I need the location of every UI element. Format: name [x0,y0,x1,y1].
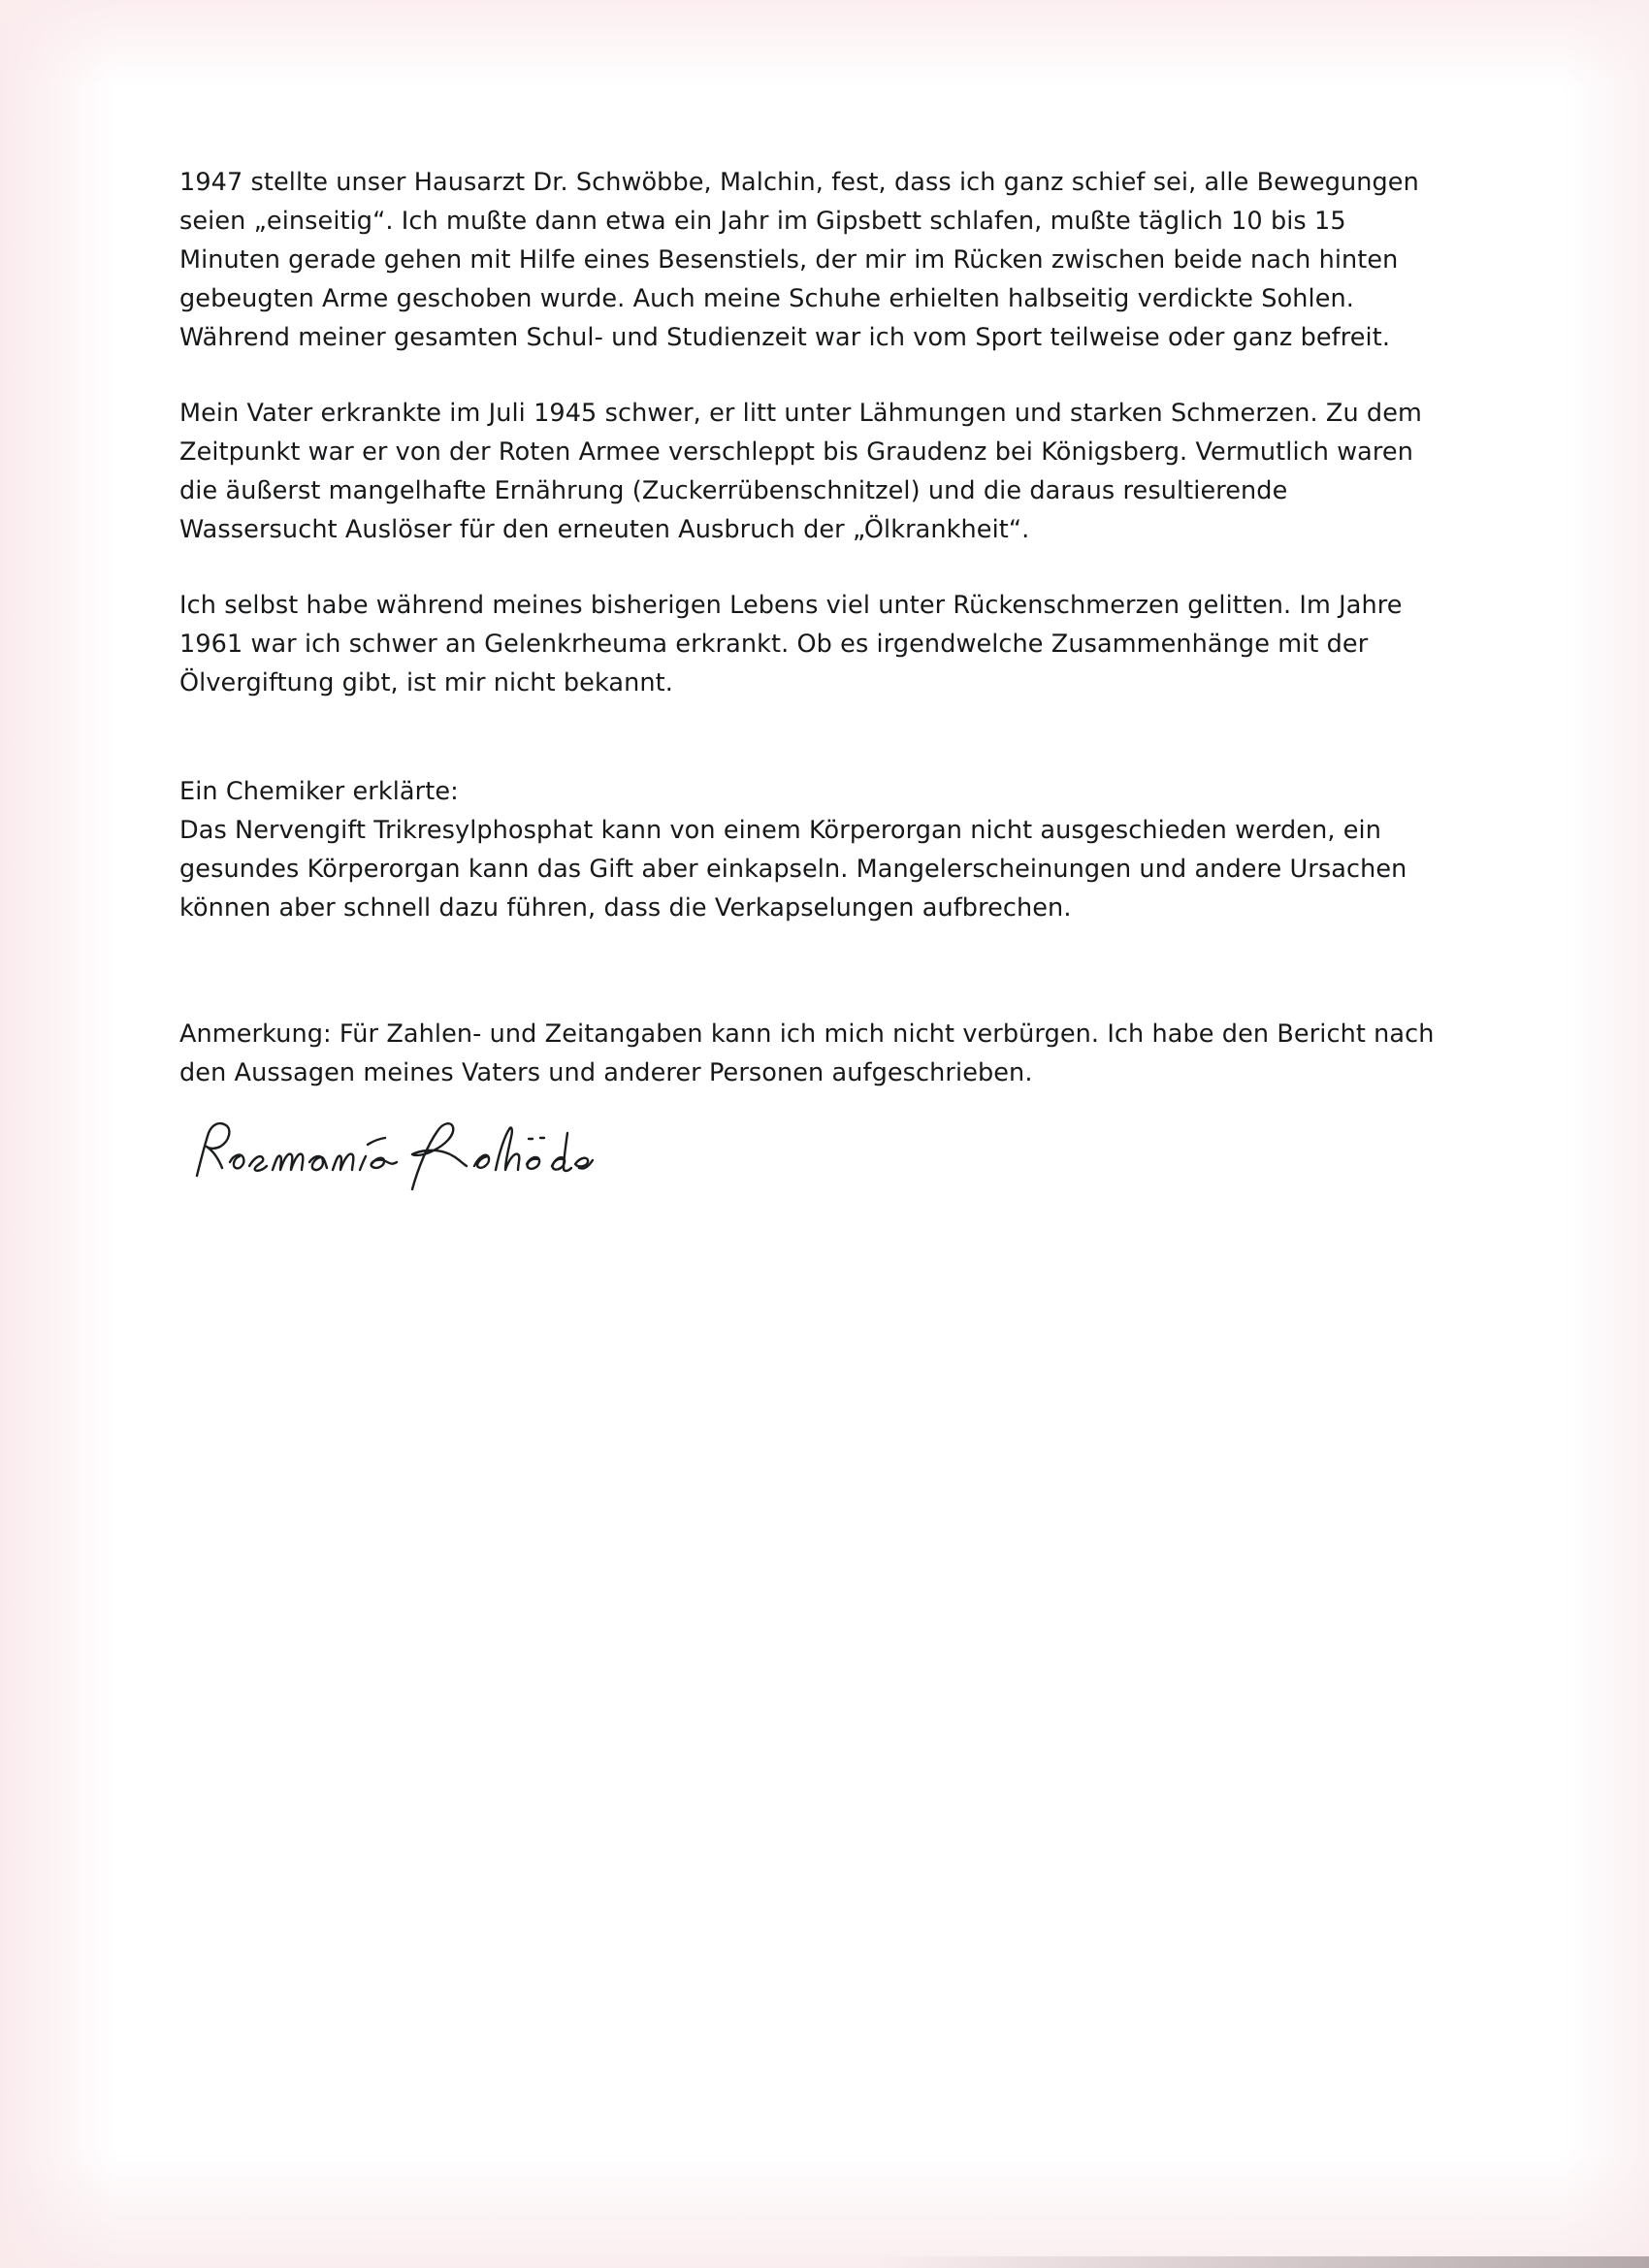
paragraph-childhood-treatment: 1947 stellte unser Hausarzt Dr. Schwöbbe, Malchin, fest, dass ich ganz schief sei, alle Bewegungen seien „einseitig“. Ich mußte dann etwa ein Jahr im Gipsbett schlafen, mußte täglich 10 bis 15 Minuten gerade gehen mit Hilfe eines Besenstiels, der mir im Rücken zwischen beide nach hinten gebeugten Arme geschoben wurde. Auch meine Schuhe erhielten halbseitig verdickte Sohlen. Während meiner gesamten Schul- und Studienzeit war ich vom Sport teilweise oder ganz befreit. [179,168,1419,352]
handwritten-signature-icon [187,1106,595,1207]
chemist-explanation: Das Nervengift Trikresylphosphat kann von einem Körperorgan nicht ausgeschieden werden, ein gesundes Körperorgan kann das Gift aber einkapseln. Mangelerscheinungen und andere Ursachen können aber schnell dazu führen, dass die Verkapselungen aufbrechen. [179,816,1407,923]
signature-block [187,1106,1445,1213]
closing-note: Anmerkung: Für Zahlen- und Zeitangaben kann ich mich nicht verbürgen. Ich habe den Bericht nach den Aussagen meines Vaters und anderer Personen aufgeschrieben. [179,1020,1435,1087]
chemist-heading: Ein Chemiker erklärte: [179,777,459,806]
section-spacer-1 [179,739,1445,772]
paragraph-father-illness: Mein Vater erkrankte im Juli 1945 schwer, er litt unter Lähmungen und starken Schmerzen. Zu dem Zeitpunkt war er von der Roten Armee verschleppt bis Graudenz bei Königsberg. Vermutlich waren die äußerst mangelhafte Ernährung (Zuckerrübenschnitzel) und die daraus resultierende Wassersucht Auslöser für den erneuten Ausbruch der „Ölkrankheit“. [179,399,1422,544]
section-spacer-2 [179,964,1445,1015]
paragraph-own-health: Ich selbst habe während meines bisherigen Lebens viel unter Rückenschmerzen gelitten. Im Jahre 1961 war ich schwer an Gelenkrheuma erkrankt. Ob es irgendwelche Zusammenhänge mit der Ölvergiftung gibt, ist mir nicht bekannt. [179,591,1403,697]
